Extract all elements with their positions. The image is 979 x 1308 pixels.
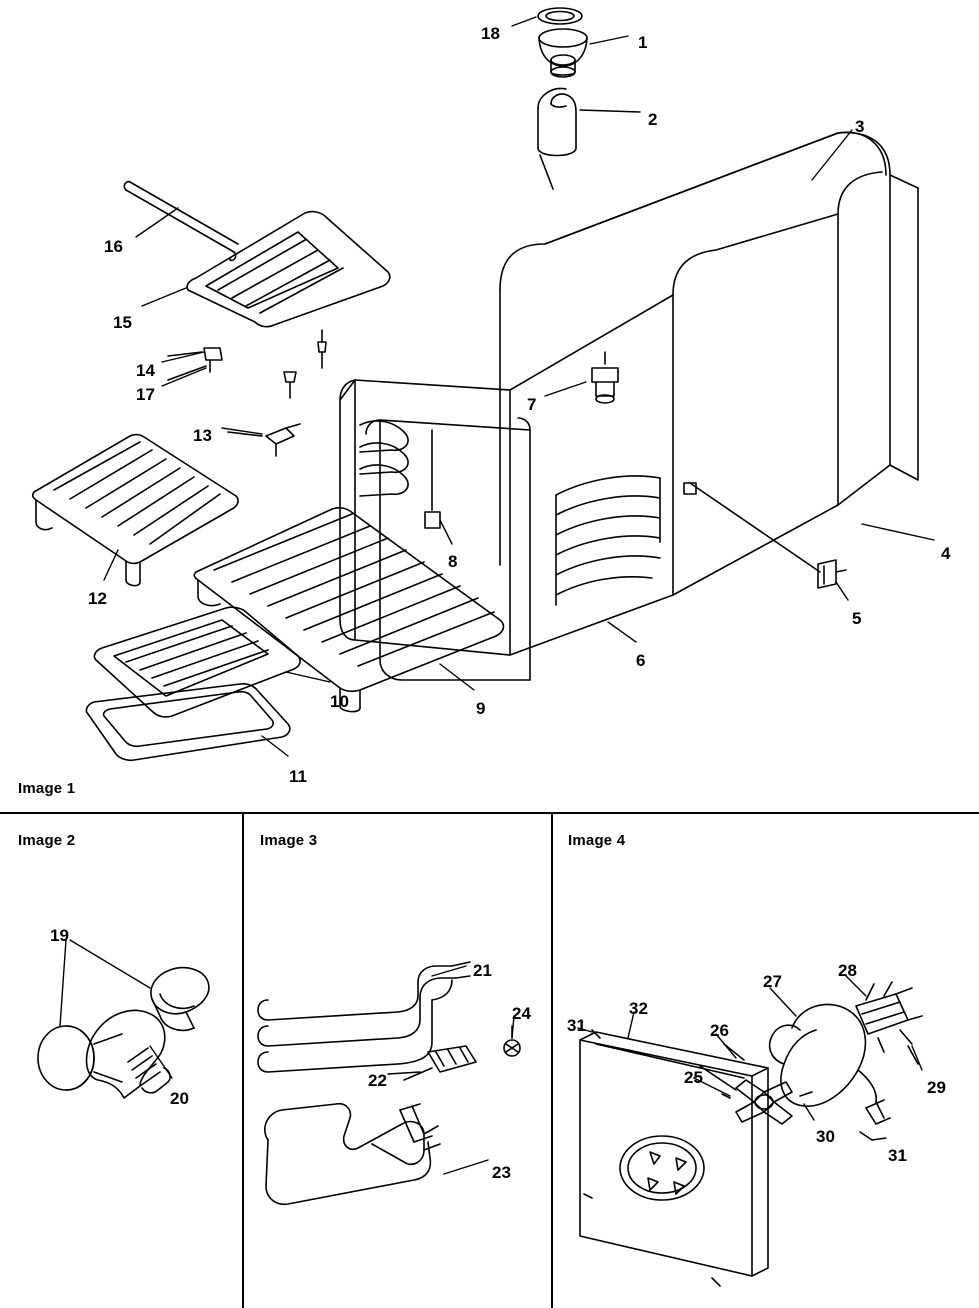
part-21-broil-element [258, 962, 470, 1072]
callout-11: 11 [289, 767, 307, 786]
panel-label-image-3: Image 3 [260, 832, 318, 849]
part-2-flue-tube [538, 88, 576, 189]
callout-4: 4 [941, 544, 951, 563]
part-32-rear-panel [580, 1032, 768, 1286]
callout-15: 15 [113, 313, 132, 332]
callout-10: 10 [330, 692, 349, 711]
callout-26: 26 [710, 1021, 729, 1040]
part-20-lamp-bulb [87, 1010, 171, 1098]
callout-1: 1 [638, 33, 648, 52]
part-13-bracket-small [228, 424, 300, 456]
part-18-gasket [538, 8, 582, 24]
part-15-broiler-insert [187, 212, 390, 327]
callout-17: 17 [136, 385, 155, 404]
panel-label-image-4: Image 4 [568, 832, 626, 849]
part-14-clip [168, 348, 222, 380]
part-9-oven-rack [194, 508, 503, 712]
part-29-switch-leads [908, 1046, 918, 1064]
part-31-mounting-screws [592, 1030, 872, 1140]
callout-16: 16 [104, 237, 123, 256]
callout-13: 13 [193, 426, 212, 445]
callout-leaders [60, 17, 934, 1174]
part-17-screw [284, 330, 326, 398]
callout-6: 6 [636, 651, 646, 670]
callout-19: 19 [50, 926, 69, 945]
part-25-fan-blade [700, 1066, 792, 1124]
part-11-broiler-pan [86, 684, 289, 760]
callout-23: 23 [492, 1163, 511, 1182]
part-19-lamp-lens-assembly [38, 968, 209, 1090]
callout-31-left: 31 [567, 1016, 586, 1035]
callout-22: 22 [368, 1071, 387, 1090]
callout-8: 8 [448, 552, 458, 571]
callout-2: 2 [648, 110, 658, 129]
callout-18: 18 [481, 24, 500, 43]
part-26-fan-motor-shaft [724, 1044, 744, 1060]
callout-31-right: 31 [888, 1146, 907, 1165]
part-6-oven-liner [340, 295, 673, 680]
callout-3: 3 [855, 117, 865, 136]
callout-32: 32 [629, 999, 648, 1018]
callout-14: 14 [136, 361, 155, 380]
part-24-screw [504, 1026, 520, 1056]
callout-12: 12 [88, 589, 107, 608]
divider-vertical-2 [551, 814, 553, 1308]
callout-27: 27 [763, 972, 782, 991]
part-12-rack-small [33, 435, 238, 586]
callout-9: 9 [476, 699, 486, 718]
divider-vertical-1 [242, 814, 244, 1308]
part-30-fan-hub [800, 1092, 812, 1096]
part-5-bracket [684, 483, 846, 588]
part-10-broiler-insert-lower [94, 607, 300, 717]
panel-label-image-1: Image 1 [18, 780, 76, 797]
panel-label-image-2: Image 2 [18, 832, 76, 849]
part-16-handle-bar [124, 182, 238, 261]
part-27-heating-loop [770, 1004, 890, 1124]
callout-30: 30 [816, 1127, 835, 1146]
divider-horizontal [0, 812, 979, 814]
callout-24: 24 [512, 1004, 531, 1023]
callout-28: 28 [838, 961, 857, 980]
callout-25: 25 [684, 1068, 703, 1087]
part-7-sensor-fitting [592, 352, 618, 403]
part-3-oven-cabinet [500, 132, 918, 595]
callout-29: 29 [927, 1078, 946, 1097]
part-23-bake-element [265, 1104, 440, 1205]
callout-21: 21 [473, 961, 492, 980]
part-8-bake-element [360, 421, 440, 528]
part-22-terminal-block [404, 1046, 476, 1080]
part-28-thermostat-switch [856, 982, 922, 1052]
part-1-flue-collar [539, 29, 587, 77]
callout-20: 20 [170, 1089, 189, 1108]
callout-5: 5 [852, 609, 862, 628]
callout-7: 7 [527, 395, 537, 414]
